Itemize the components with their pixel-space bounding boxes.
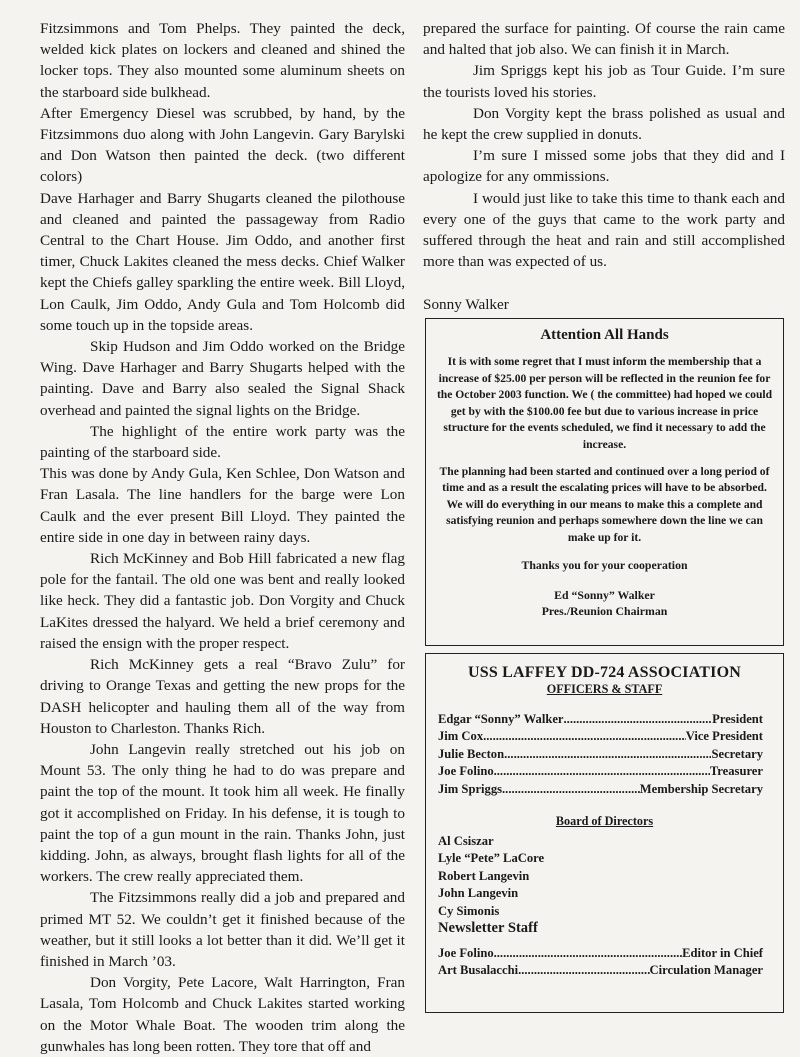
association-title: USS LAFFEY DD-724 ASSOCIATION [468,664,741,681]
article-paragraph: Skip Hudson and Jim Oddo worked on the Bridge Wing. Dave Harhager and Barry Shugarts helped with the painting. Dave and Barry also sealed the Signal Shack overhead and painted the signal lights on the Bridge. [40,338,405,419]
article-paragraph: After Emergency Diesel was scrubbed, by hand, by the Fitzsimmons duo along with John Langevin. Gary Barylski and Don Watson then painted the deck. (two different colors) [40,104,405,186]
officer-role: President [712,712,763,726]
article-paragraph: Jim Spriggs kept his job as Tour Guide. I’m sure the tourists loved his stories. [423,62,785,101]
officer-name: Julie Becton [438,746,505,761]
board-member: Al Csiszar [438,834,494,849]
article-paragraph: John Langevin really stretched out his job on Mount 53. The only thing he had to do was prepare and paint the top of the mount. It took him all week. He finally got it accomplished on Friday. In his defense, it is tough to paint the top of a gun mount in the rain. Thanks John, just kidding. John, as always, brought flash lights for all of the workers. The crew really appreciated them. [40,740,405,886]
board-member: Robert Langevin [438,868,530,883]
thanks-line: Thanks you for your cooperation [521,557,688,572]
newsletter-heading: Newsletter Staff [438,920,538,937]
article-paragraph: Dave Harhager and Barry Shugarts cleaned the pilothouse and cleaned and painted the passageway from Radio Central to the Chart House. Jim Oddo, and another first timer, Chuck Lakites cleaned the mess decks. Chief Walker kept the Chiefs galley sparkling the entire week. Bill Lloyd, Lon Caulk, Jim Oddo, Andy Gula and Tom Holcomb did some touch up in the topside areas. [40,189,405,334]
staff-row [438,945,763,962]
officer-row [438,728,763,745]
officer-role: Membership Secretary [639,781,763,796]
right-column [423,18,785,316]
article-paragraph: This was done by Andy Gula, Ken Schlee, Don Watson and Fran Lasala. The line handlers for the barge were Lon Caulk and the ever present Bill Lloyd. They painted the entire side in one day in between rainy days. [40,465,405,546]
attention-box [425,318,784,646]
article-paragraph: Rich McKinney gets a real “Bravo Zulu” for driving to Orange Texas and getting the new props for the DASH helicopter and hauling them all of the way from Houston to Charleston. Thanks Rich. [40,656,405,737]
staff-name: Joe Folino [438,946,494,961]
article-paragraph: Don Vorgity, Pete Lacore, Walt Harrington, Fran Lasala, Tom Holcomb and Chuck Lakites started working on the Motor Whale Boat. The wooden trim along the gunwhales has long been rotten. They tore that off and [40,974,405,1055]
association-box [425,653,784,1013]
article-paragraph: Rich McKinney and Bob Hill fabricated a new flag pole for the fantail. The old one was bent and really looked like heck. They did a fantastic job. Don Vorgity and Chuck LaKites dressed the halyard. We held a brief ceremony and raised the ensign with the proper respect. [40,550,405,652]
article-paragraph: I’m sure I missed some jobs that they did and I apologize for any ommissions. [423,147,785,186]
officer-role: Secretary [711,746,763,761]
signer-name: Ed “Sonny” Walker [554,587,655,602]
staff-row [438,962,763,979]
officer-row [438,763,763,780]
signer-title: Pres./Reunion Chairman [541,604,668,619]
officer-role: Treasurer [709,764,763,779]
officers-heading: OFFICERS & STAFF [546,682,663,696]
article-paragraph: prepared the surface for painting. Of course the rain came and halted that job also. We can finish it in March. [423,20,785,59]
board-heading: Board of Directors [555,814,654,829]
article-paragraph: The highlight of the entire work party was the painting of the starboard side. [40,422,405,462]
officer-name: Jim Spriggs [438,781,503,796]
staff-role: Editor in Chief [682,946,763,961]
attention-paragraph: The planning had been started and continued over a long period of time and as a result the escalating prices will have to be absorbed. We will do everything in our means to make this a complete and satisfying reunion and perhaps somewhere down the line we can make up for it. [439,464,770,544]
officer-name: Edgar “Sonny” Walker [438,712,564,726]
officer-row [438,746,763,763]
board-member: Cy Simonis [438,903,500,918]
officer-row [438,711,763,728]
officer-row [438,781,763,798]
article-paragraph: Fitzsimmons and Tom Phelps. They painted the deck, welded kick plates on lockers and cleaned and shined the locker tops. They also mounted some aluminum sheets on the starboard side bulkhead. [40,20,405,101]
attention-paragraph: It is with some regret that I must inform the membership that a increase of $25.00 per person will be reflected in the reunion fee for the October 2003 function. We ( the committee) had hoped we could get by with the $100.00 fee but due to various increase in price structure for the events scheduled, we find it necessary to add the increase. [436,355,773,451]
article-paragraph: I would just like to take this time to thank each and every one of the guys that came to the work party and suffered through the heat and rain and still accomplished more than was expected of us. [423,189,785,271]
left-column [40,18,405,1057]
staff-name: Art Busalacchi [438,963,519,978]
article-paragraph: The Fitzsimmons really did a job and prepared and primed MT 52. We couldn’t get it finished because of the weather, but it still looks a lot better than it did. We’ll get it finished in March ’03. [40,889,405,970]
author-signature: Sonny Walker [423,296,509,314]
attention-title: Attention All Hands [540,327,669,343]
officer-name: Jim Cox [438,729,484,744]
staff-role: Circulation Manager [649,963,763,978]
board-member: Lyle “Pete” LaCore [438,851,545,866]
officer-role: Vice President [685,729,763,744]
board-member: John Langevin [438,886,519,901]
officer-name: Joe Folino [438,764,494,779]
article-paragraph: Don Vorgity kept the brass polished as usual and he kept the crew supplied in donuts. [423,104,785,144]
